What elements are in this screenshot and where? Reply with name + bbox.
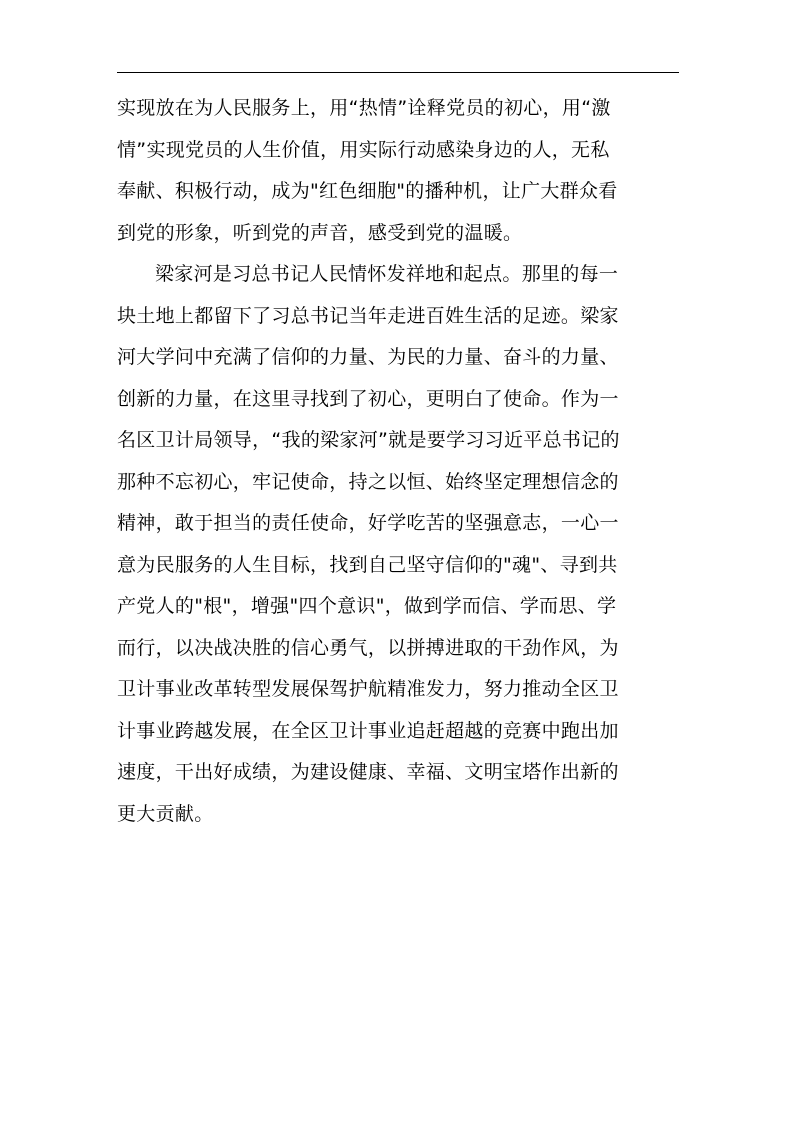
text-line: 精神，敢于担当的责任使命，好学吃苦的坚强意志，一心一 — [117, 512, 619, 534]
text-line: 实现放在为人民服务上，用“热情”诠释党员的初心，用“激 — [117, 97, 611, 119]
paragraph-start-line: 梁家河是习总书记人民情怀发祥地和起点。那里的每一 — [155, 263, 619, 285]
text-line: 到党的形象，听到党的声音，感受到党的温暖。 — [117, 221, 523, 244]
text-line: 创新的力量，在这里寻找到了初心，更明白了使命。作为一 — [117, 387, 619, 410]
text-line: 情”实现党员的人生价值，用实际行动感染身边的人，无私 — [117, 138, 610, 161]
text-line: 产党人的"根"，增强"四个意识"，做到学而信、学而思、学 — [117, 595, 617, 617]
text-line: 那种不忘初心，牢记使命，持之以恒、始终坚定理想信念的 — [117, 470, 619, 493]
header-rule — [117, 72, 679, 73]
text-line: 奉献、积极行动，成为"红色细胞"的播种机，让广大群众看 — [117, 180, 618, 202]
text-line: 而行，以决战决胜的信心勇气，以拼搏进取的干劲作风，为 — [117, 636, 619, 659]
text-line: 河大学问中充满了信仰的力量、为民的力量、奋斗的力量、 — [117, 346, 619, 368]
text-line: 速度，干出好成绩，为建设健康、幸福、文明宝塔作出新的 — [117, 761, 619, 783]
text-line: 名区卫计局领导，“我的梁家河”就是要学习习近平总书记的 — [117, 429, 620, 451]
text-line: 卫计事业改革转型发展保驾护航精准发力，努力推动全区卫 — [117, 678, 619, 700]
text-line: 意为民服务的人生目标，找到自己坚守信仰的"魂"、寻到共 — [117, 553, 618, 576]
text-line: 块土地上都留下了习总书记当年走进百姓生活的足迹。梁家 — [117, 304, 619, 327]
text-line: 更大贡献。 — [117, 802, 214, 825]
document-body — [117, 88, 681, 835]
text-line: 计事业跨越发展，在全区卫计事业追赶超越的竞赛中跑出加 — [117, 719, 619, 742]
